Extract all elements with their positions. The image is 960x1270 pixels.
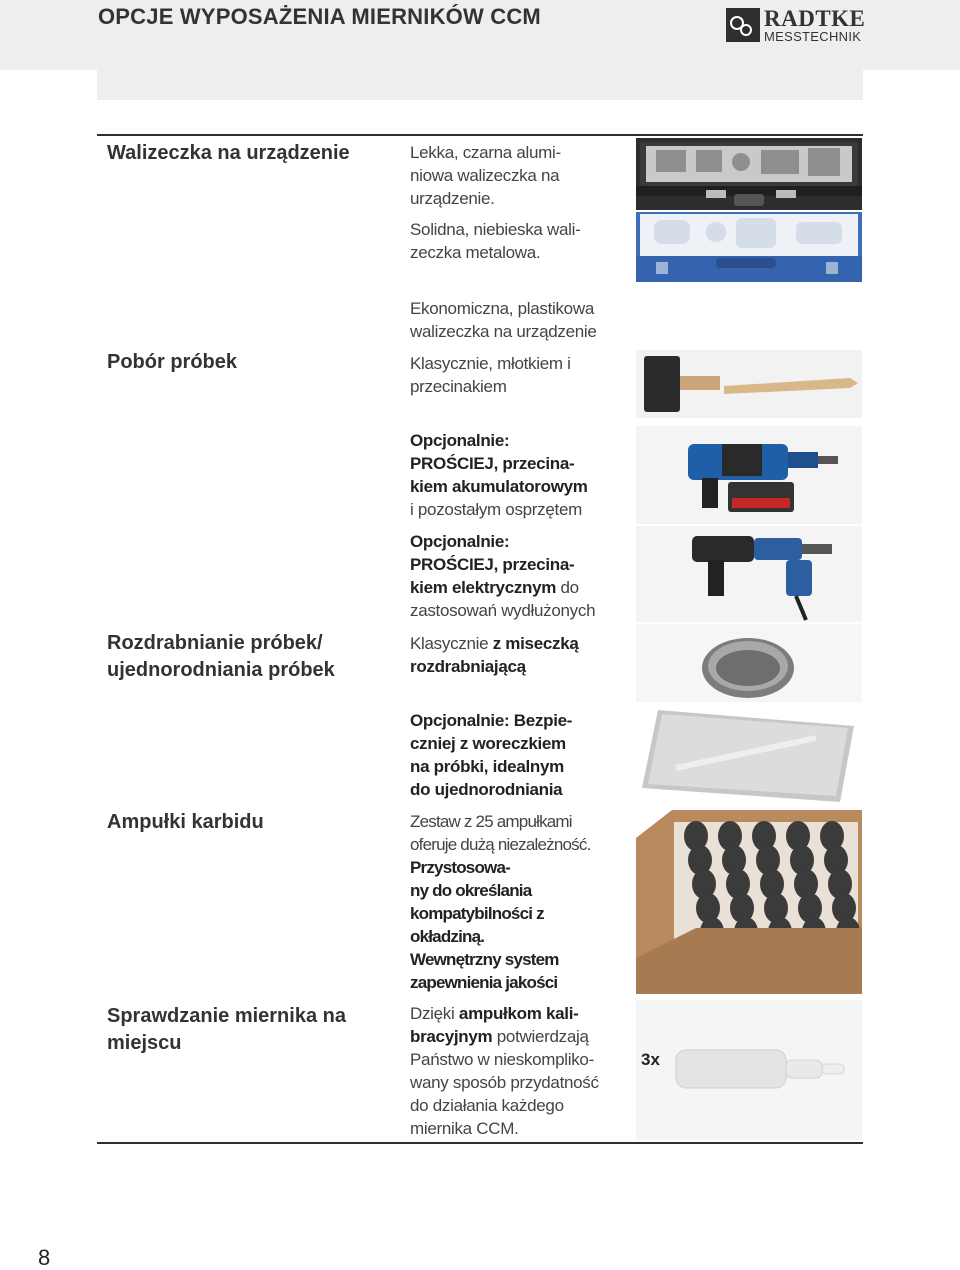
desc-sampling-classic: Klasycznie, młotkiem i przecinakiem bbox=[410, 354, 571, 396]
image-electric-hammer-drill bbox=[636, 526, 862, 622]
category-case: Walizeczka na urządzenie bbox=[107, 142, 350, 164]
image-ampoule-box bbox=[636, 808, 862, 994]
desc-crushing-classic: Klasycznie z miseczką rozdrabniającą bbox=[410, 634, 579, 676]
desc-case-aluminium: Lekka, czarna alumi- niowa walizeczka na urządzenie. bbox=[410, 143, 561, 208]
category-ampoules: Ampułki karbidu bbox=[107, 811, 264, 833]
logo-mark-icon bbox=[726, 8, 760, 42]
table-top-rule bbox=[97, 134, 863, 136]
desc-check: Dzięki ampułkom kali- bracyjnym potwierdzają Państwo w nieskompliko- wany sposób przydatność do działania każdego miernika CCM. bbox=[410, 1004, 599, 1138]
category-check: Sprawdzanie miernika na miejscu bbox=[107, 1005, 346, 1054]
category-crushing: Rozdrabnianie próbek/ ujednorodniania próbek bbox=[107, 632, 335, 681]
image-hammer-chisel bbox=[636, 350, 862, 418]
desc-sampling-cordless: Opcjonalnie: PROŚCIEJ, przecina- kiem akumulatorowym i pozostałym osprzętem bbox=[410, 431, 588, 519]
table-bottom-rule bbox=[97, 1142, 863, 1144]
quantity-badge: 3x bbox=[641, 1050, 660, 1069]
logo-brand: RADTKE bbox=[764, 6, 866, 31]
company-logo bbox=[726, 8, 866, 44]
image-black-case bbox=[636, 138, 862, 210]
category-sampling: Pobór próbek bbox=[107, 351, 238, 373]
image-cordless-hammer-drill bbox=[636, 426, 862, 524]
desc-case-plastic: Ekonomiczna, plastikowa walizeczka na urządzenie bbox=[410, 299, 597, 341]
desc-ampoules: Zestaw z 25 ampułkami oferuje dużą niezależność. Przystosowa- ny do określania kompatybilności z okładziną. Wewnętrzny system zapewnienia jakości bbox=[410, 812, 591, 992]
page-title: OPCJE WYPOSAŻENIA MIERNIKÓW CCM bbox=[98, 4, 541, 29]
logo-sub: MESSTECHNIK bbox=[764, 29, 862, 44]
image-blue-case bbox=[636, 212, 862, 282]
page-number: 8 bbox=[38, 1245, 51, 1270]
desc-case-metal: Solidna, niebieska wali- zeczka metalowa. bbox=[410, 220, 581, 262]
desc-sampling-electric: Opcjonalnie: PROŚCIEJ, przecina- kiem elektrycznym do zastosowań wydłużonych bbox=[410, 532, 596, 620]
image-calibration-ampoule bbox=[636, 1000, 862, 1140]
image-sample-bag bbox=[636, 708, 862, 804]
desc-crushing-bag: Opcjonalnie: Bezpie- czniej z woreczkiem na próbki, idealnym do ujednorodniania bbox=[410, 711, 573, 799]
image-crushing-bowl bbox=[636, 624, 862, 702]
